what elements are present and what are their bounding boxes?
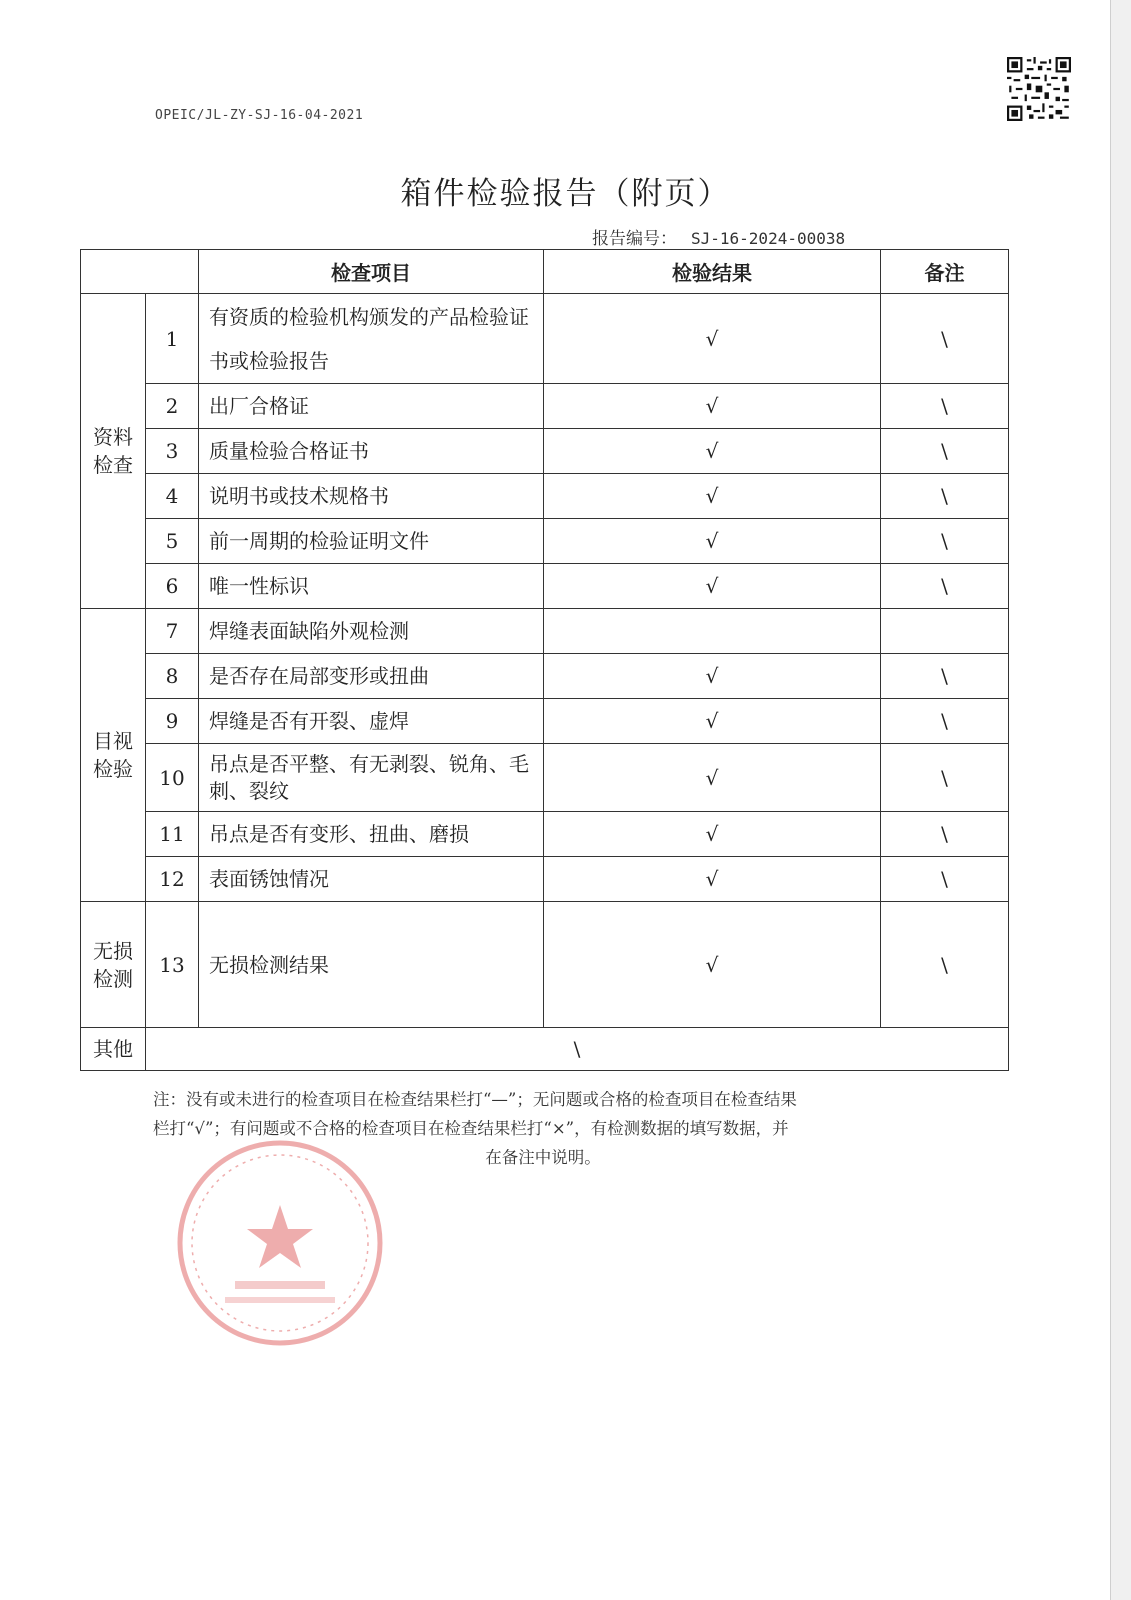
official-seal-stamp <box>170 1133 390 1353</box>
category-label: 检测 <box>93 966 133 991</box>
inspection-table <box>80 249 1009 1071</box>
table-row <box>81 384 1009 429</box>
row-number: 5 <box>146 519 199 564</box>
row-remark: \ <box>881 429 1009 474</box>
row-remark: \ <box>881 384 1009 429</box>
table-row <box>81 294 1009 384</box>
row-item: 焊缝表面缺陷外观检测 <box>199 609 544 654</box>
row-item: 焊缝是否有开裂、虚焊 <box>199 699 544 744</box>
row-result: √ <box>544 857 881 902</box>
row-number: 3 <box>146 429 199 474</box>
footnote-line: 注：没有或未进行的检查项目在检查结果栏打“—”；无问题或合格的检查项目在检查结果 <box>153 1090 797 1109</box>
row-remark: \ <box>881 519 1009 564</box>
row-item: 质量检验合格证书 <box>199 429 544 474</box>
table-row <box>81 519 1009 564</box>
report-number-value: SJ-16-2024-00038 <box>691 229 846 248</box>
document-code: OPEIC/JL-ZY-SJ-16-04-2021 <box>155 108 364 123</box>
row-remark: \ <box>881 564 1009 609</box>
other-label: 其他 <box>81 1028 146 1071</box>
row-number: 9 <box>146 699 199 744</box>
table-row <box>81 699 1009 744</box>
row-result: √ <box>544 474 881 519</box>
page-title: 箱件检验报告（附页） <box>400 176 731 212</box>
table-row <box>81 902 1009 1028</box>
row-remark: \ <box>881 699 1009 744</box>
row-number: 2 <box>146 384 199 429</box>
row-result: √ <box>544 744 881 812</box>
row-number: 4 <box>146 474 199 519</box>
row-item: 是否存在局部变形或扭曲 <box>199 654 544 699</box>
table-row <box>81 857 1009 902</box>
table-row <box>81 429 1009 474</box>
table-row <box>81 654 1009 699</box>
row-item: 有资质的检验机构颁发的产品检验证书或检验报告 <box>199 294 544 384</box>
row-number: 6 <box>146 564 199 609</box>
row-number: 12 <box>146 857 199 902</box>
header-blank <box>81 250 199 294</box>
row-result <box>544 609 881 654</box>
row-remark: \ <box>881 857 1009 902</box>
table-row-other <box>81 1028 1009 1071</box>
category-label: 目视 <box>93 729 133 753</box>
qr-code-icon <box>1007 57 1071 121</box>
footnote-line: 在备注中说明。 <box>485 1148 601 1167</box>
row-item: 出厂合格证 <box>199 384 544 429</box>
row-remark: \ <box>881 294 1009 384</box>
row-result: √ <box>544 519 881 564</box>
report-number <box>592 224 845 249</box>
category-label: 检查 <box>93 453 133 477</box>
row-result: √ <box>544 902 881 1028</box>
other-value: \ <box>146 1028 1009 1071</box>
row-result: √ <box>544 699 881 744</box>
report-number-label: 报告编号： <box>592 229 677 249</box>
table-row <box>81 744 1009 812</box>
category-cell <box>81 902 146 1028</box>
row-number: 13 <box>146 902 199 1028</box>
header-result: 检验结果 <box>544 250 881 294</box>
table-header-row <box>81 250 1009 294</box>
row-item: 无损检测结果 <box>199 902 544 1028</box>
table-row <box>81 609 1009 654</box>
row-result: √ <box>544 294 881 384</box>
row-item: 唯一性标识 <box>199 564 544 609</box>
row-remark: \ <box>881 744 1009 812</box>
row-item: 吊点是否平整、有无剥裂、锐角、毛刺、裂纹 <box>199 744 544 812</box>
header-item: 检查项目 <box>199 250 544 294</box>
row-remark: \ <box>881 474 1009 519</box>
row-result: √ <box>544 384 881 429</box>
row-item: 前一周期的检验证明文件 <box>199 519 544 564</box>
row-item: 吊点是否有变形、扭曲、磨损 <box>199 812 544 857</box>
category-label: 无损 <box>93 938 133 963</box>
table-row <box>81 474 1009 519</box>
row-item: 表面锈蚀情况 <box>199 857 544 902</box>
row-result: √ <box>544 654 881 699</box>
row-number: 1 <box>146 294 199 384</box>
row-result: √ <box>544 564 881 609</box>
scan-edge-strip <box>1110 0 1131 1600</box>
footnote-line: 栏打“√”；有问题或不合格的检查项目在检查结果栏打“×”，有检测数据的填写数据，并 <box>153 1119 789 1138</box>
category-cell <box>81 294 146 609</box>
row-result: √ <box>544 812 881 857</box>
row-result: √ <box>544 429 881 474</box>
table-row <box>81 812 1009 857</box>
row-remark: \ <box>881 902 1009 1028</box>
row-remark: \ <box>881 654 1009 699</box>
row-number: 10 <box>146 744 199 812</box>
row-remark: \ <box>881 812 1009 857</box>
table-row <box>81 564 1009 609</box>
row-number: 7 <box>146 609 199 654</box>
row-number: 11 <box>146 812 199 857</box>
category-cell <box>81 609 146 902</box>
row-remark <box>881 609 1009 654</box>
row-number: 8 <box>146 654 199 699</box>
row-item: 说明书或技术规格书 <box>199 474 544 519</box>
category-label: 资料 <box>93 425 133 449</box>
category-label: 检验 <box>93 757 133 781</box>
header-remark: 备注 <box>881 250 1009 294</box>
